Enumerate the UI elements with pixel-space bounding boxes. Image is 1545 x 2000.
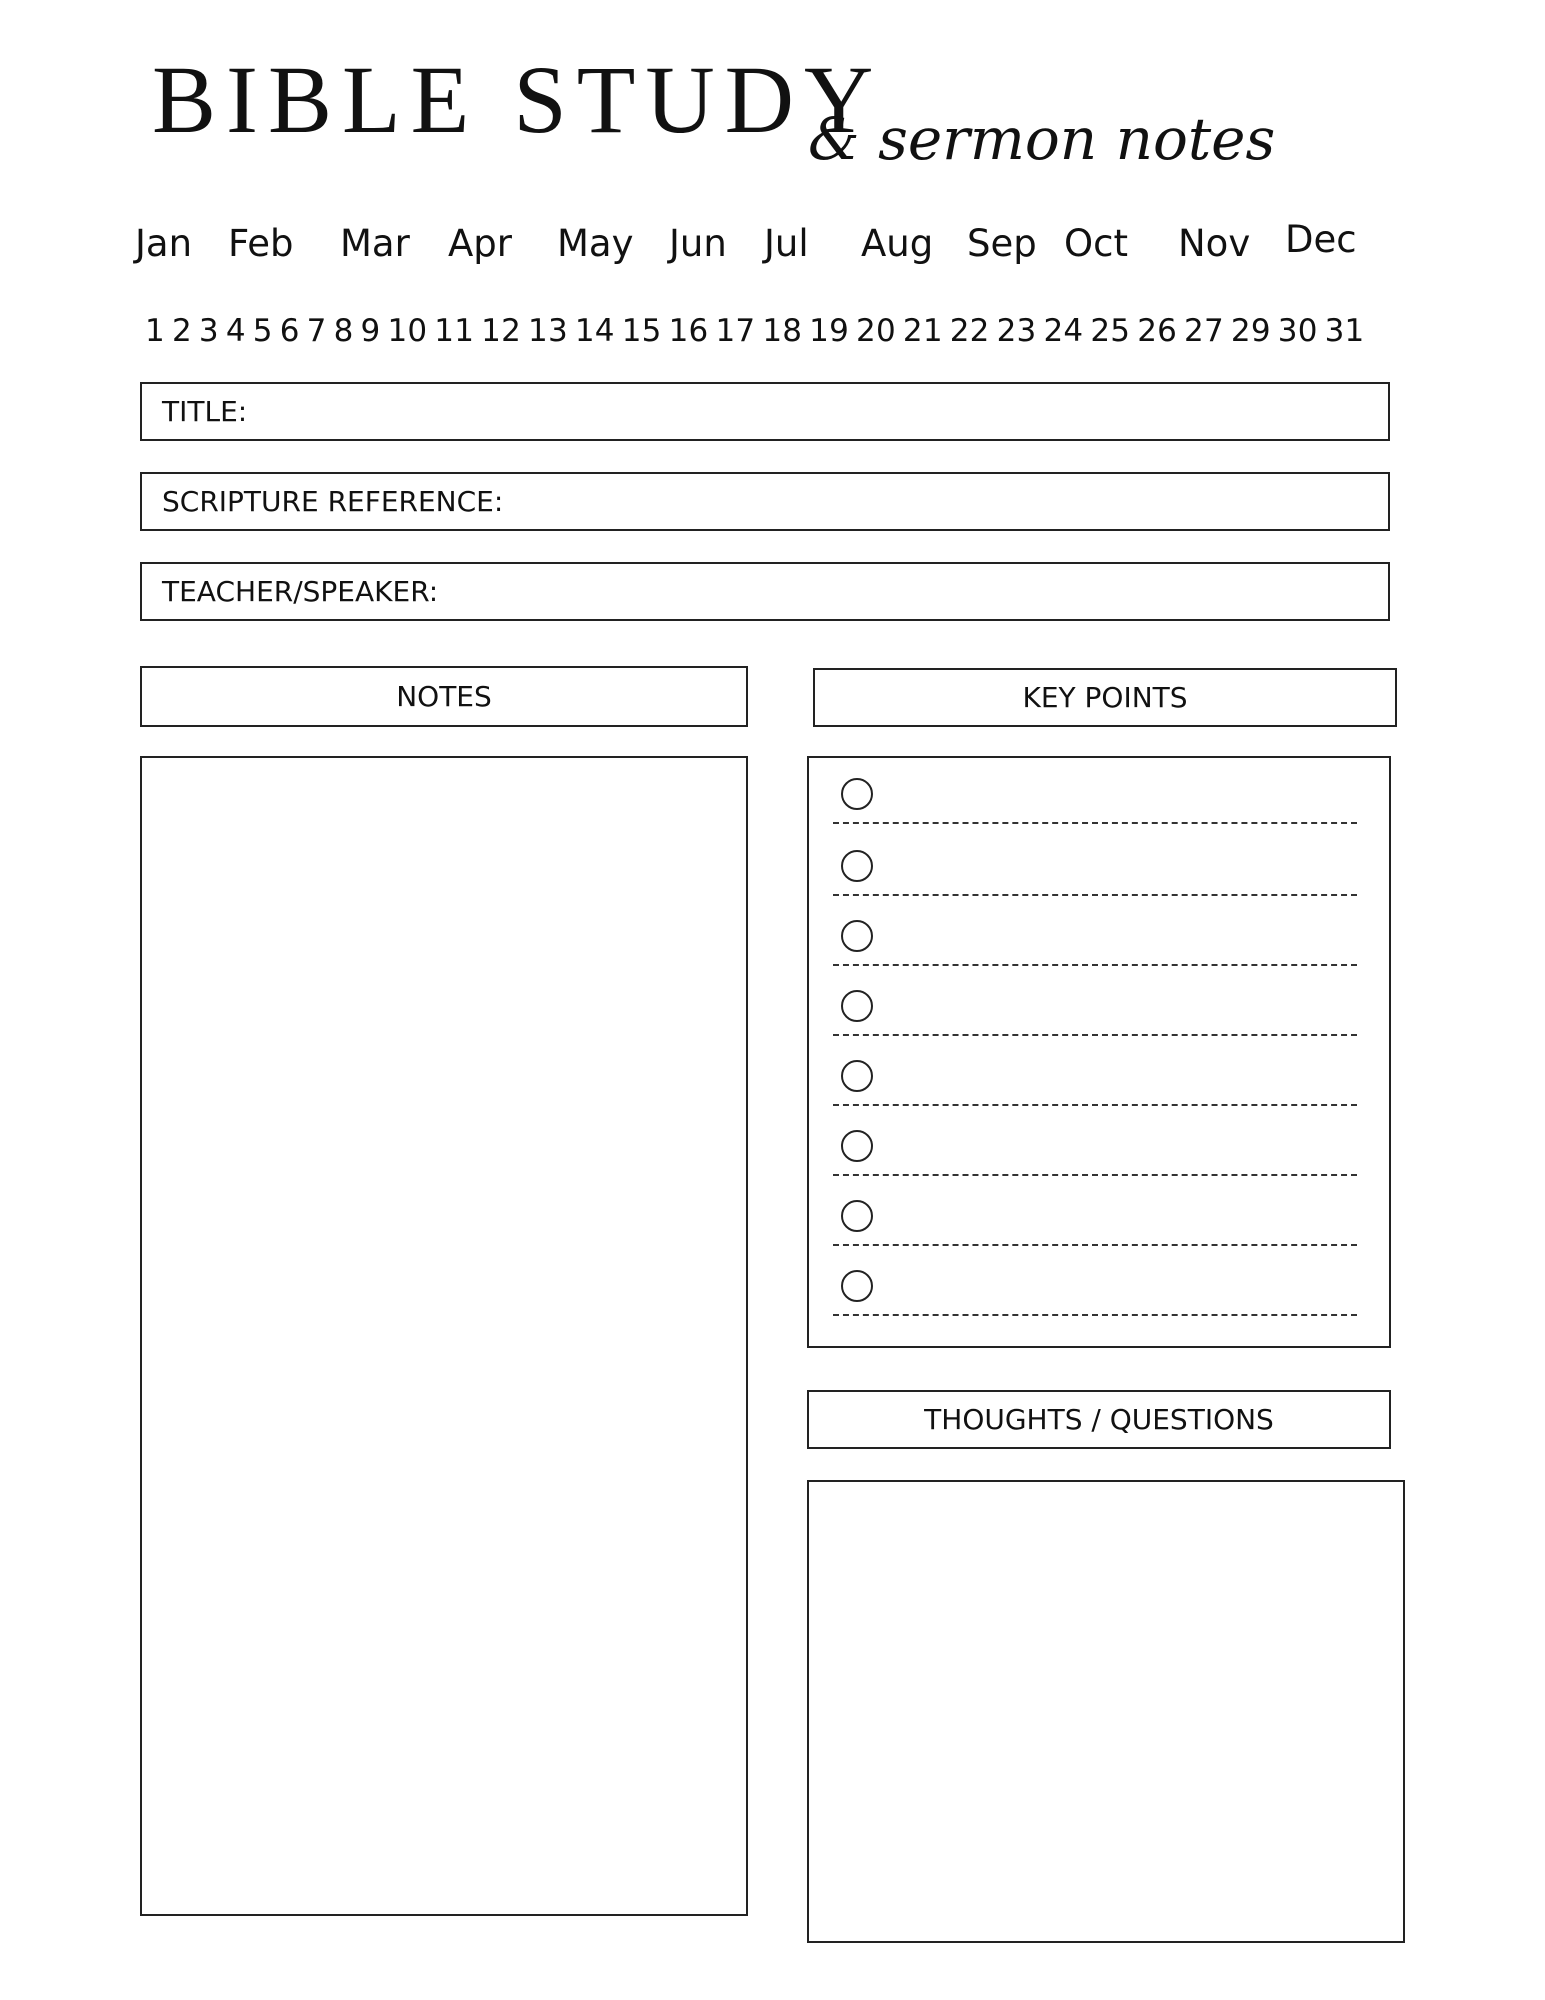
circle-checkbox-icon[interactable] [841,1060,873,1092]
circle-checkbox-icon[interactable] [841,1270,873,1302]
day-22[interactable]: 22 [949,313,990,349]
month-mar[interactable]: Mar [340,222,410,265]
day-16[interactable]: 16 [668,313,709,349]
notes-area[interactable] [140,756,748,1916]
day-2[interactable]: 2 [171,313,192,349]
day-27[interactable]: 27 [1184,313,1224,349]
teacher-speaker-field[interactable] [140,562,1390,621]
month-sep[interactable]: Sep [967,222,1037,265]
day-10[interactable]: 10 [387,313,428,349]
key-point-line[interactable] [833,1104,1357,1106]
key-point-item [833,916,1393,986]
day-18[interactable]: 18 [762,313,803,349]
day-15[interactable]: 15 [621,313,662,349]
day-4[interactable]: 4 [225,313,246,349]
month-selector [130,218,1390,275]
month-aug[interactable]: Aug [861,222,934,265]
day-selector [145,313,1385,349]
day-21[interactable]: 21 [902,313,943,349]
key-point-item [833,846,1393,916]
day-12[interactable]: 12 [481,313,522,349]
scripture-reference-label: SCRIPTURE REFERENCE: [162,485,504,518]
day-14[interactable]: 14 [574,313,615,349]
key-point-item [833,1196,1393,1266]
title-label: TITLE: [162,395,248,428]
circle-checkbox-icon[interactable] [841,920,873,952]
day-11[interactable]: 11 [434,313,475,349]
thoughts-questions-area[interactable] [807,1480,1405,1943]
day-23[interactable]: 23 [996,313,1037,349]
day-30[interactable]: 30 [1277,313,1318,349]
key-point-item [833,1126,1393,1196]
circle-checkbox-icon[interactable] [841,850,873,882]
key-point-item [833,986,1393,1056]
circle-checkbox-icon[interactable] [841,990,873,1022]
day-26[interactable]: 26 [1137,313,1178,349]
month-jan[interactable]: Jan [135,222,193,265]
day-24[interactable]: 24 [1043,313,1084,349]
month-jul[interactable]: Jul [764,222,809,265]
month-dec[interactable]: Dec [1285,218,1357,261]
day-8[interactable]: 8 [333,313,354,349]
key-point-item [833,774,1393,844]
day-20[interactable]: 20 [856,313,896,349]
key-point-line[interactable] [833,964,1357,966]
month-apr[interactable]: Apr [448,222,513,265]
key-point-item [833,1266,1393,1336]
day-19[interactable]: 19 [809,313,850,349]
scripture-reference-field[interactable] [140,472,1390,531]
day-31[interactable]: 31 [1324,313,1365,349]
page-title: BIBLE STUDY [152,46,884,153]
day-5[interactable]: 5 [252,313,273,349]
key-point-line[interactable] [833,822,1357,824]
month-feb[interactable]: Feb [228,222,294,265]
page-subtitle: & sermon notes [808,105,1276,173]
day-7[interactable]: 7 [306,313,327,349]
day-17[interactable]: 17 [715,313,756,349]
month-nov[interactable]: Nov [1178,222,1251,265]
day-13[interactable]: 13 [528,313,568,349]
day-6[interactable]: 6 [279,313,300,349]
key-point-line[interactable] [833,1034,1357,1036]
day-3[interactable]: 3 [198,313,219,349]
month-may[interactable]: May [557,222,634,265]
day-25[interactable]: 25 [1090,313,1131,349]
day-1[interactable]: 1 [145,313,165,349]
key-point-line[interactable] [833,1174,1357,1176]
notes-header: NOTES [140,666,748,727]
key-points-panel [807,756,1391,1348]
title-field[interactable] [140,382,1390,441]
key-points-header: KEY POINTS [813,668,1397,727]
teacher-speaker-label: TEACHER/SPEAKER: [162,575,439,608]
month-oct[interactable]: Oct [1064,222,1128,265]
key-point-item [833,1056,1393,1126]
key-point-line[interactable] [833,1314,1357,1316]
day-9[interactable]: 9 [360,313,381,349]
thoughts-questions-header: THOUGHTS / QUESTIONS [807,1390,1391,1449]
circle-checkbox-icon[interactable] [841,1130,873,1162]
day-29[interactable]: 29 [1230,313,1271,349]
month-jun[interactable]: Jun [669,222,727,265]
circle-checkbox-icon[interactable] [841,778,873,810]
key-point-line[interactable] [833,1244,1357,1246]
key-point-line[interactable] [833,894,1357,896]
circle-checkbox-icon[interactable] [841,1200,873,1232]
